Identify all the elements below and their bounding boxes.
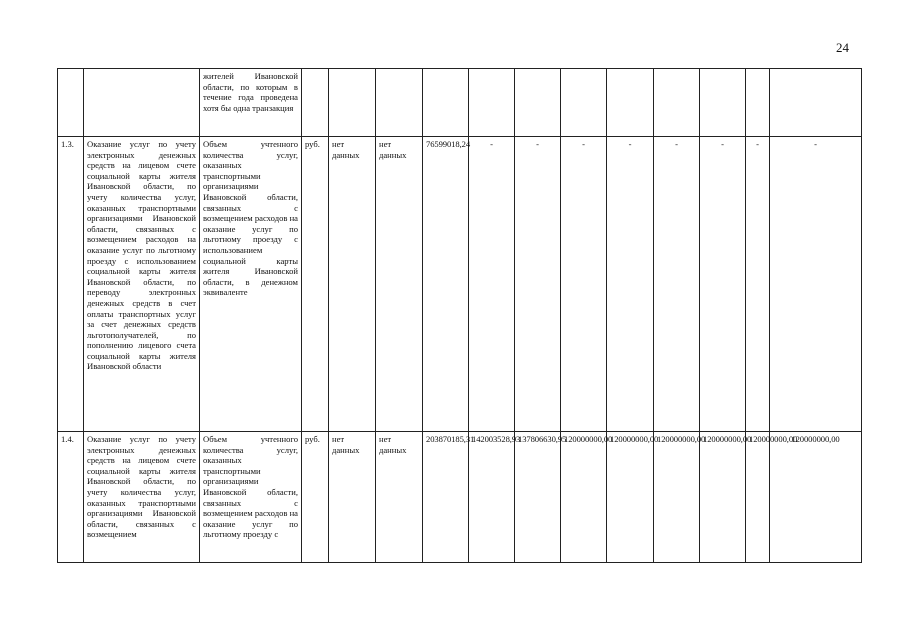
value-cell: - — [607, 137, 654, 432]
source-cell-1: нет данных — [329, 137, 376, 432]
value-cell: 120000000,00 — [700, 432, 746, 563]
value-cell: - — [700, 137, 746, 432]
value-cell — [746, 69, 770, 137]
source-cell-2 — [376, 69, 423, 137]
value-cell — [607, 69, 654, 137]
value-cell — [700, 69, 746, 137]
service-cell — [84, 69, 200, 137]
value-cell: - — [515, 137, 561, 432]
source-cell-1 — [329, 69, 376, 137]
value-cell — [770, 69, 862, 137]
value-cell: 120000000,00 — [746, 432, 770, 563]
table-row — [58, 432, 862, 563]
indicator-cell: жителей Ивановской области, по которым в течение года проведена хотя бы одна транзакция — [200, 69, 302, 137]
page-number: 24 — [836, 40, 849, 55]
value-cell — [654, 69, 700, 137]
value-cell — [469, 69, 515, 137]
indicator-table — [57, 68, 862, 563]
source-cell-2: нет данных — [376, 137, 423, 432]
value-cell: 203870185,31 — [423, 432, 469, 563]
value-cell: - — [469, 137, 515, 432]
indicator-cell: Объем учтенного количества услуг, оказанных транспортными организациями Ивановской области, связанных с возмещением расходов на оказание услуг по льготному проезду с — [200, 432, 302, 563]
value-cell: 120000000,00 — [770, 432, 862, 563]
value-cell: 120000000,00 — [561, 432, 607, 563]
value-cell: 142003528,93 — [469, 432, 515, 563]
row-number — [58, 69, 84, 137]
value-cell: 76599018,24 — [423, 137, 469, 432]
value-cell: - — [654, 137, 700, 432]
unit-cell: руб. — [302, 137, 329, 432]
unit-cell: руб. — [302, 432, 329, 563]
value-cell — [561, 69, 607, 137]
value-cell: - — [746, 137, 770, 432]
service-cell: Оказание услуг по учету электронных денежных средств на лицевом счете социальной карты жителя Ивановской области, по учету количества услуг, оказанных транспортными организациями Ивановской области, связанных с возмещением — [84, 432, 200, 563]
source-cell-2: нет данных — [376, 432, 423, 563]
source-cell-1: нет данных — [329, 432, 376, 563]
service-cell: Оказание услуг по учету электронных денежных средств на лицевом счете социальной карты жителя Ивановской области, по учету количества услуг, оказанных транспортными организациями Ивановской области, связанных с возмещением расходов на оказание услуг по льготному проезду с использованием социальной карты жителя Ивановской области, по переводу электронных денежных средств в счет оплаты транспортных услуг за счет денежных средств льготополучателей, по пополнению лицевого счета социальной карты жителя Ивановской области — [84, 137, 200, 432]
indicator-cell: Объем учтенного количества услуг, оказанных транспортными организациями Ивановской области, связанных с возмещением расходов на оказание услуг по льготному проезду с использованием социальной карты жителя Ивановской области, в денежном эквиваленте — [200, 137, 302, 432]
value-cell: - — [561, 137, 607, 432]
value-cell — [515, 69, 561, 137]
row-number: 1.3. — [58, 137, 84, 432]
value-cell: 137806630,95 — [515, 432, 561, 563]
row-number: 1.4. — [58, 432, 84, 563]
value-cell — [423, 69, 469, 137]
value-cell: - — [770, 137, 862, 432]
value-cell: 120000000,00 — [607, 432, 654, 563]
table-row — [58, 69, 862, 137]
unit-cell — [302, 69, 329, 137]
table-row — [58, 137, 862, 432]
value-cell: 120000000,00 — [654, 432, 700, 563]
